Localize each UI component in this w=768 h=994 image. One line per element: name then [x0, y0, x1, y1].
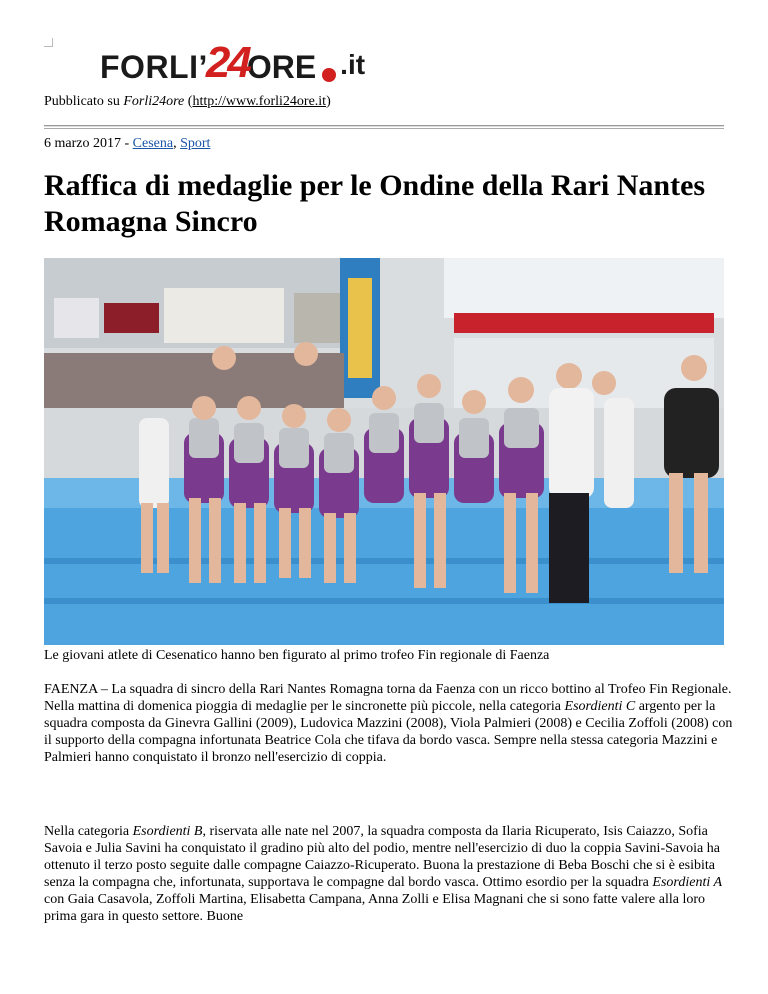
article-title: Raffica di medaglie per le Ondine della Rari Nantes Romagna Sincro: [44, 169, 706, 238]
category-link-sport[interactable]: Sport: [180, 136, 211, 151]
logo-text-ore: ORE: [246, 49, 317, 85]
published-prefix: Pubblicato su: [44, 94, 124, 109]
header-divider: [44, 125, 724, 127]
dateline: [44, 136, 210, 152]
published-close: ): [326, 94, 331, 109]
publish-date: 6 marzo 2017: [44, 136, 121, 151]
group-photo-icon: [44, 258, 724, 645]
corner-mark: [44, 38, 53, 47]
logo-text-it: .it: [340, 49, 366, 80]
published-open: (: [184, 94, 193, 109]
p2-text-e: con Gaia Casavola, Zoffoli Martina, Elisabetta Campana, Anna Zolli e Elisa Magnani che si sono fatte valere alla loro prima gara in questo settore. Buone: [44, 892, 706, 924]
p1-text-a: FAENZA – La squadra di sincro della Rari Nantes Romagna torna da Faenza con un ricco bottino al Trofeo Fin Regionale. Nella mattina di domenica pioggia di medaglie per le sincronette più piccole, nella categoria: [44, 682, 732, 714]
site-url-link[interactable]: http://www.forli24ore.it: [192, 94, 327, 109]
article-photo: [44, 258, 724, 645]
header-divider-2: [44, 128, 724, 129]
published-site: Forli24ore: [123, 94, 185, 109]
p1-category: Esordienti C: [564, 699, 636, 714]
dateline-sep: -: [120, 136, 133, 151]
logo-text-24: 24: [205, 38, 249, 87]
site-logo[interactable]: [100, 38, 366, 92]
article-paragraph-2: [44, 823, 734, 925]
dateline-comma: ,: [173, 136, 177, 151]
category-link-cesena[interactable]: Cesena: [132, 136, 174, 151]
p2-category-b: Esordienti B: [132, 824, 203, 839]
p1-text-c: argento per la squadra composta da Ginevra Gallini (2009), Ludovica Mazzini (2008), Viola Palmieri (2008) e Cecilia Zoffoli (2008) con il supporto della compagna infortunata Beatrice Cola che tifava da bordo vasca. Sempre nella stessa categoria Mazzini e Palmieri hanno conquistato il bronzo nell'esercizio di coppia.: [44, 699, 733, 765]
logo-dot: [322, 68, 336, 82]
p2-text-c: , riservata alle nate nel 2007, la squadra composta da Ilaria Ricuperato, Isis Caiazzo, Sofia Savoia e Julia Savini ha conquistato il gradino più alto del podio, mentre nell'esercizio di duo la coppia Savini-Savoia ha ottenuto il terzo posto seguite dalle compagne Caiazzo-Ricuperato. Buona la prestazione di Beba Boschi che si è esibita senza la compagna che, infortunata, supportava le compagne dal bordo vasca. Ottimo esordio per la squadra: [44, 824, 720, 890]
logo-text-forli: FORLI’: [100, 49, 208, 85]
article-paragraph-1: [44, 681, 734, 766]
p2-category-a: Esordienti A: [652, 875, 723, 890]
p2-text-a: Nella categoria: [44, 824, 133, 839]
photo-caption: Le giovani atlete di Cesenatico hanno ben figurato al primo trofeo Fin regionale di Faenza: [44, 648, 550, 663]
published-line: [44, 94, 331, 110]
